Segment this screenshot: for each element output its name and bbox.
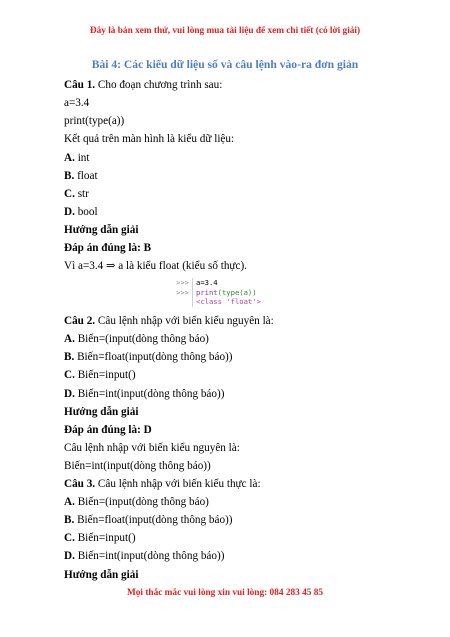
option-letter: C.: [64, 369, 75, 381]
option-a: [64, 332, 209, 346]
code-line: [196, 288, 261, 298]
option-text: float: [74, 170, 98, 182]
option-letter: C.: [64, 188, 75, 200]
option-c: [64, 368, 136, 382]
question-prompt: Kết quả trên màn hình là kiểu dữ liệu:: [64, 133, 235, 145]
question-1: [64, 78, 222, 92]
explanation: Biến=int(input(dòng thông báo)): [64, 460, 211, 472]
option-d: [64, 387, 224, 401]
explanation: Câu lệnh nhập với biến kiểu nguyên là:: [64, 442, 240, 454]
page-title: Bài 4: Các kiểu dữ liệu số và câu lệnh vào-ra đơn giản: [91, 58, 359, 71]
code-line: a=3.4: [64, 97, 90, 109]
contact-banner: Mọi thắc mắc vui lòng xin vui lòng: 084 283 45 85: [126, 588, 324, 598]
option-letter: B.: [64, 351, 75, 363]
option-text: Biến=float(input(dòng thông báo)): [74, 514, 233, 526]
option-text: str: [74, 188, 89, 200]
option-b: [64, 169, 98, 183]
option-text: int: [74, 152, 90, 164]
option-b: [64, 513, 233, 527]
option-letter: B.: [64, 170, 75, 182]
code-keyword: print: [196, 287, 218, 297]
option-text: Biến=(input(dòng thông báo): [74, 333, 209, 345]
option-letter: A.: [64, 152, 75, 164]
option-letter: D.: [64, 206, 75, 218]
option-a: [64, 495, 209, 509]
option-letter: D.: [64, 388, 75, 400]
prompt-marker: >>>: [176, 287, 189, 297]
code-source: [196, 278, 261, 307]
code-screenshot: [176, 278, 268, 308]
option-d: [64, 549, 224, 563]
solution-heading: Hướng dẫn giải: [64, 569, 139, 581]
code-gutter: [176, 278, 193, 307]
answer-line: Đáp án đúng là: B: [64, 242, 152, 254]
option-text: Biến=input(): [74, 369, 136, 381]
option-d: [64, 205, 98, 219]
option-text: Biến=float(input(dòng thông báo)): [74, 351, 233, 363]
question-3: [64, 477, 261, 491]
code-line: a=3.4: [196, 278, 218, 287]
option-letter: A.: [64, 496, 75, 508]
option-c: [64, 531, 136, 545]
preview-banner: Đây là bản xem thử, vui lòng mua tài liệu để xem chi tiết (có lời giải): [89, 26, 361, 36]
option-a: [64, 151, 90, 165]
option-letter: C.: [64, 532, 75, 544]
question-2: [64, 314, 274, 328]
option-letter: D.: [64, 550, 75, 562]
option-letter: A.: [64, 333, 75, 345]
question-text: Câu lệnh nhập với biến kiểu nguyên là:: [95, 315, 274, 327]
code-output: <class 'float'>: [196, 297, 261, 306]
option-text: Biến=input(): [74, 532, 136, 544]
answer-line: Đáp án đúng là: D: [64, 424, 152, 436]
option-text: bool: [74, 206, 98, 218]
code-args: (type(a)): [217, 287, 257, 297]
question-text: Cho đoạn chương trình sau:: [95, 79, 223, 91]
solution-heading: Hướng dẫn giải: [64, 224, 139, 236]
question-label: Câu 3.: [64, 478, 96, 490]
prompt-marker: >>>: [176, 278, 189, 287]
explanation: Vì a=3.4 ⇒ a là kiểu float (kiểu số thực).: [64, 260, 247, 272]
option-letter: B.: [64, 514, 75, 526]
option-text: Biến=int(input(dòng thông báo)): [74, 550, 225, 562]
option-b: [64, 350, 233, 364]
option-text: Biến=int(input(dòng thông báo)): [74, 388, 225, 400]
option-c: [64, 187, 89, 201]
question-label: Câu 2.: [64, 315, 96, 327]
question-text: Câu lệnh nhập với biến kiểu thực là:: [95, 478, 261, 490]
code-line: print(type(a)): [64, 115, 125, 127]
solution-heading: Hướng dẫn giải: [64, 406, 139, 418]
option-text: Biến=(input(dòng thông báo): [74, 496, 209, 508]
question-label: Câu 1.: [64, 79, 96, 91]
